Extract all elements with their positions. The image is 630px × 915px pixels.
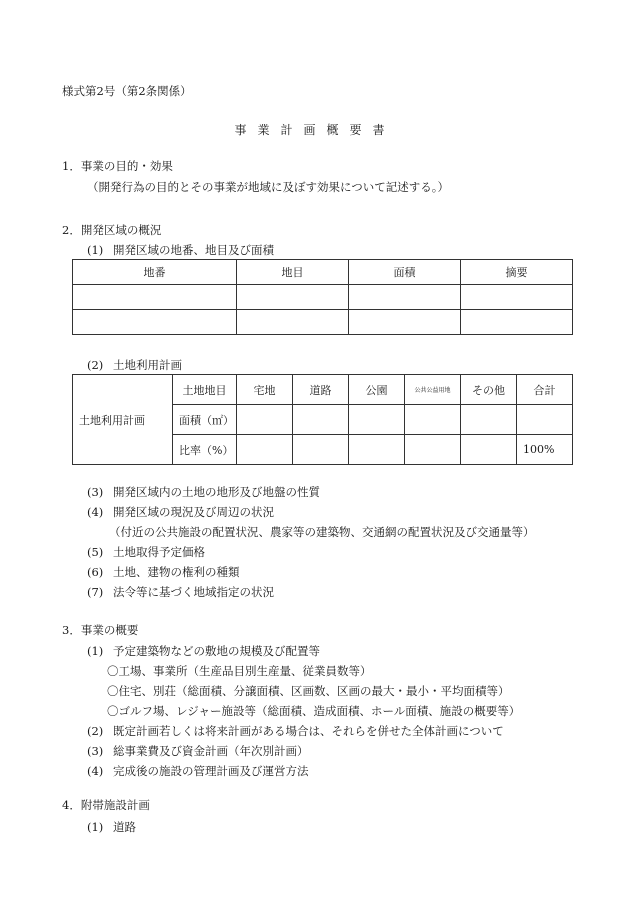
- list-item: [87, 661, 520, 681]
- row-label-area: 面積（㎡）: [173, 405, 237, 435]
- item-text: 総事業費及び資金計画（年次別計画）: [113, 744, 309, 758]
- table-cell: [73, 310, 237, 335]
- item-text: 予定建築物などの敷地の規模及び配置等: [113, 644, 320, 658]
- table-cell: [237, 285, 349, 310]
- item-number: (3): [87, 744, 104, 758]
- section3-heading: 3．事業の概要: [62, 623, 139, 637]
- list-item: [87, 562, 535, 582]
- list-item: [87, 701, 520, 721]
- item-text: 土地取得予定価格: [113, 545, 205, 559]
- table-header-row: [73, 260, 573, 285]
- land-use-table: [72, 374, 573, 465]
- table-cell: [293, 405, 349, 435]
- table-cell: [461, 285, 573, 310]
- section1-note: （開発行為の目的とその事業が地域に及ぼす効果について記述する。）: [87, 180, 450, 194]
- header-cell-other: その他: [461, 375, 517, 405]
- list-item: [87, 482, 535, 502]
- table-cell: [405, 405, 461, 435]
- item-text: 完成後の施設の管理計画及び運営方法: [113, 764, 309, 778]
- section4-item1: [87, 822, 136, 834]
- item-number: (3): [87, 485, 104, 499]
- item-number: (5): [87, 545, 104, 559]
- list-item: [87, 721, 520, 741]
- table-cell: [349, 435, 405, 465]
- table-cell: [461, 405, 517, 435]
- table-cell: [517, 405, 573, 435]
- item-text: 〇工場、事業所（生産品目別生産量、従業員数等）: [107, 664, 372, 678]
- section4-heading: 4．附帯施設計画: [62, 798, 150, 812]
- item-text: 既定計画若しくは将来計画がある場合は、それらを併せた全体計画について: [113, 724, 504, 738]
- form-number: 様式第2号（第2条関係）: [62, 84, 192, 98]
- table-cell: [237, 310, 349, 335]
- list-item: [87, 522, 535, 542]
- header-cell-residential: 宅地: [237, 375, 293, 405]
- table-cell: [349, 285, 461, 310]
- item-text: 土地、建物の権利の種類: [113, 565, 240, 579]
- item-label: 土地利用計画: [113, 358, 182, 372]
- list-item: [87, 741, 520, 761]
- section2-item1: [87, 245, 274, 257]
- item-number: (6): [87, 565, 104, 579]
- header-cell-land-category: 土地地目: [173, 375, 237, 405]
- item-text: 〇ゴルフ場、レジャー施設等（総面積、造成面積、ホール面積、施設の概要等）: [107, 704, 521, 718]
- item-number: (1): [87, 820, 104, 834]
- table-cell: [237, 405, 293, 435]
- list-item: [87, 542, 535, 562]
- header-cell-total: 合計: [517, 375, 573, 405]
- table-header-row: [73, 375, 573, 405]
- table-cell: [293, 435, 349, 465]
- header-cell-area: 面積: [349, 260, 461, 285]
- list-item: [87, 641, 520, 661]
- header-cell-road: 道路: [293, 375, 349, 405]
- row-label-land-use-plan: 土地利用計画: [73, 375, 173, 465]
- parcel-table: [72, 259, 573, 335]
- item-number: (1): [87, 644, 104, 658]
- item-text: 法令等に基づく地域指定の状況: [113, 585, 274, 599]
- table-cell: [73, 285, 237, 310]
- table-cell: [461, 310, 573, 335]
- section2-item2: [87, 360, 182, 372]
- document-title: 事業計画概要書: [234, 123, 396, 137]
- row-label-ratio: 比率（%）: [173, 435, 237, 465]
- table-cell: [461, 435, 517, 465]
- item-label: 開発区域の地番、地目及び面積: [113, 243, 274, 257]
- list-item: [87, 582, 535, 602]
- item-number: (2): [87, 358, 104, 372]
- table-cell: [237, 435, 293, 465]
- table-cell: [405, 435, 461, 465]
- item-number: (1): [87, 243, 104, 257]
- item-number: (4): [87, 764, 104, 778]
- list-item: [87, 502, 535, 522]
- header-cell-parcel-number: 地番: [73, 260, 237, 285]
- section1-heading: 1．事業の目的・効果: [62, 159, 173, 173]
- item-text: 〇住宅、別荘（総面積、分譲面積、区画数、区画の最大・最小・平均面積等）: [107, 684, 510, 698]
- list-item: [87, 681, 520, 701]
- section2-item-list: [87, 482, 535, 602]
- section2-heading: 2．開発区域の概況: [62, 223, 162, 237]
- item-text: 開発区域の現況及び周辺の状況: [113, 505, 274, 519]
- header-cell-park: 公園: [349, 375, 405, 405]
- section3-item-list: [87, 641, 520, 781]
- header-cell-remarks: 摘要: [461, 260, 573, 285]
- ratio-total-cell: 100%: [517, 435, 573, 465]
- table-row: [73, 285, 573, 310]
- table-cell: [349, 310, 461, 335]
- header-cell-land-category: 地目: [237, 260, 349, 285]
- item-number: (4): [87, 505, 104, 519]
- item-text: 開発区域内の土地の地形及び地盤の性質: [113, 485, 320, 499]
- item-number: (7): [87, 585, 104, 599]
- item-number: (2): [87, 724, 104, 738]
- table-cell: [349, 405, 405, 435]
- list-item: [87, 761, 520, 781]
- header-cell-public-facility-land: 公共公益用地: [405, 375, 461, 405]
- item-text: （付近の公共施設の配置状況、農家等の建築物、交通網の配置状況及び交通量等）: [109, 525, 535, 539]
- item-label: 道路: [113, 820, 136, 834]
- table-row: [73, 310, 573, 335]
